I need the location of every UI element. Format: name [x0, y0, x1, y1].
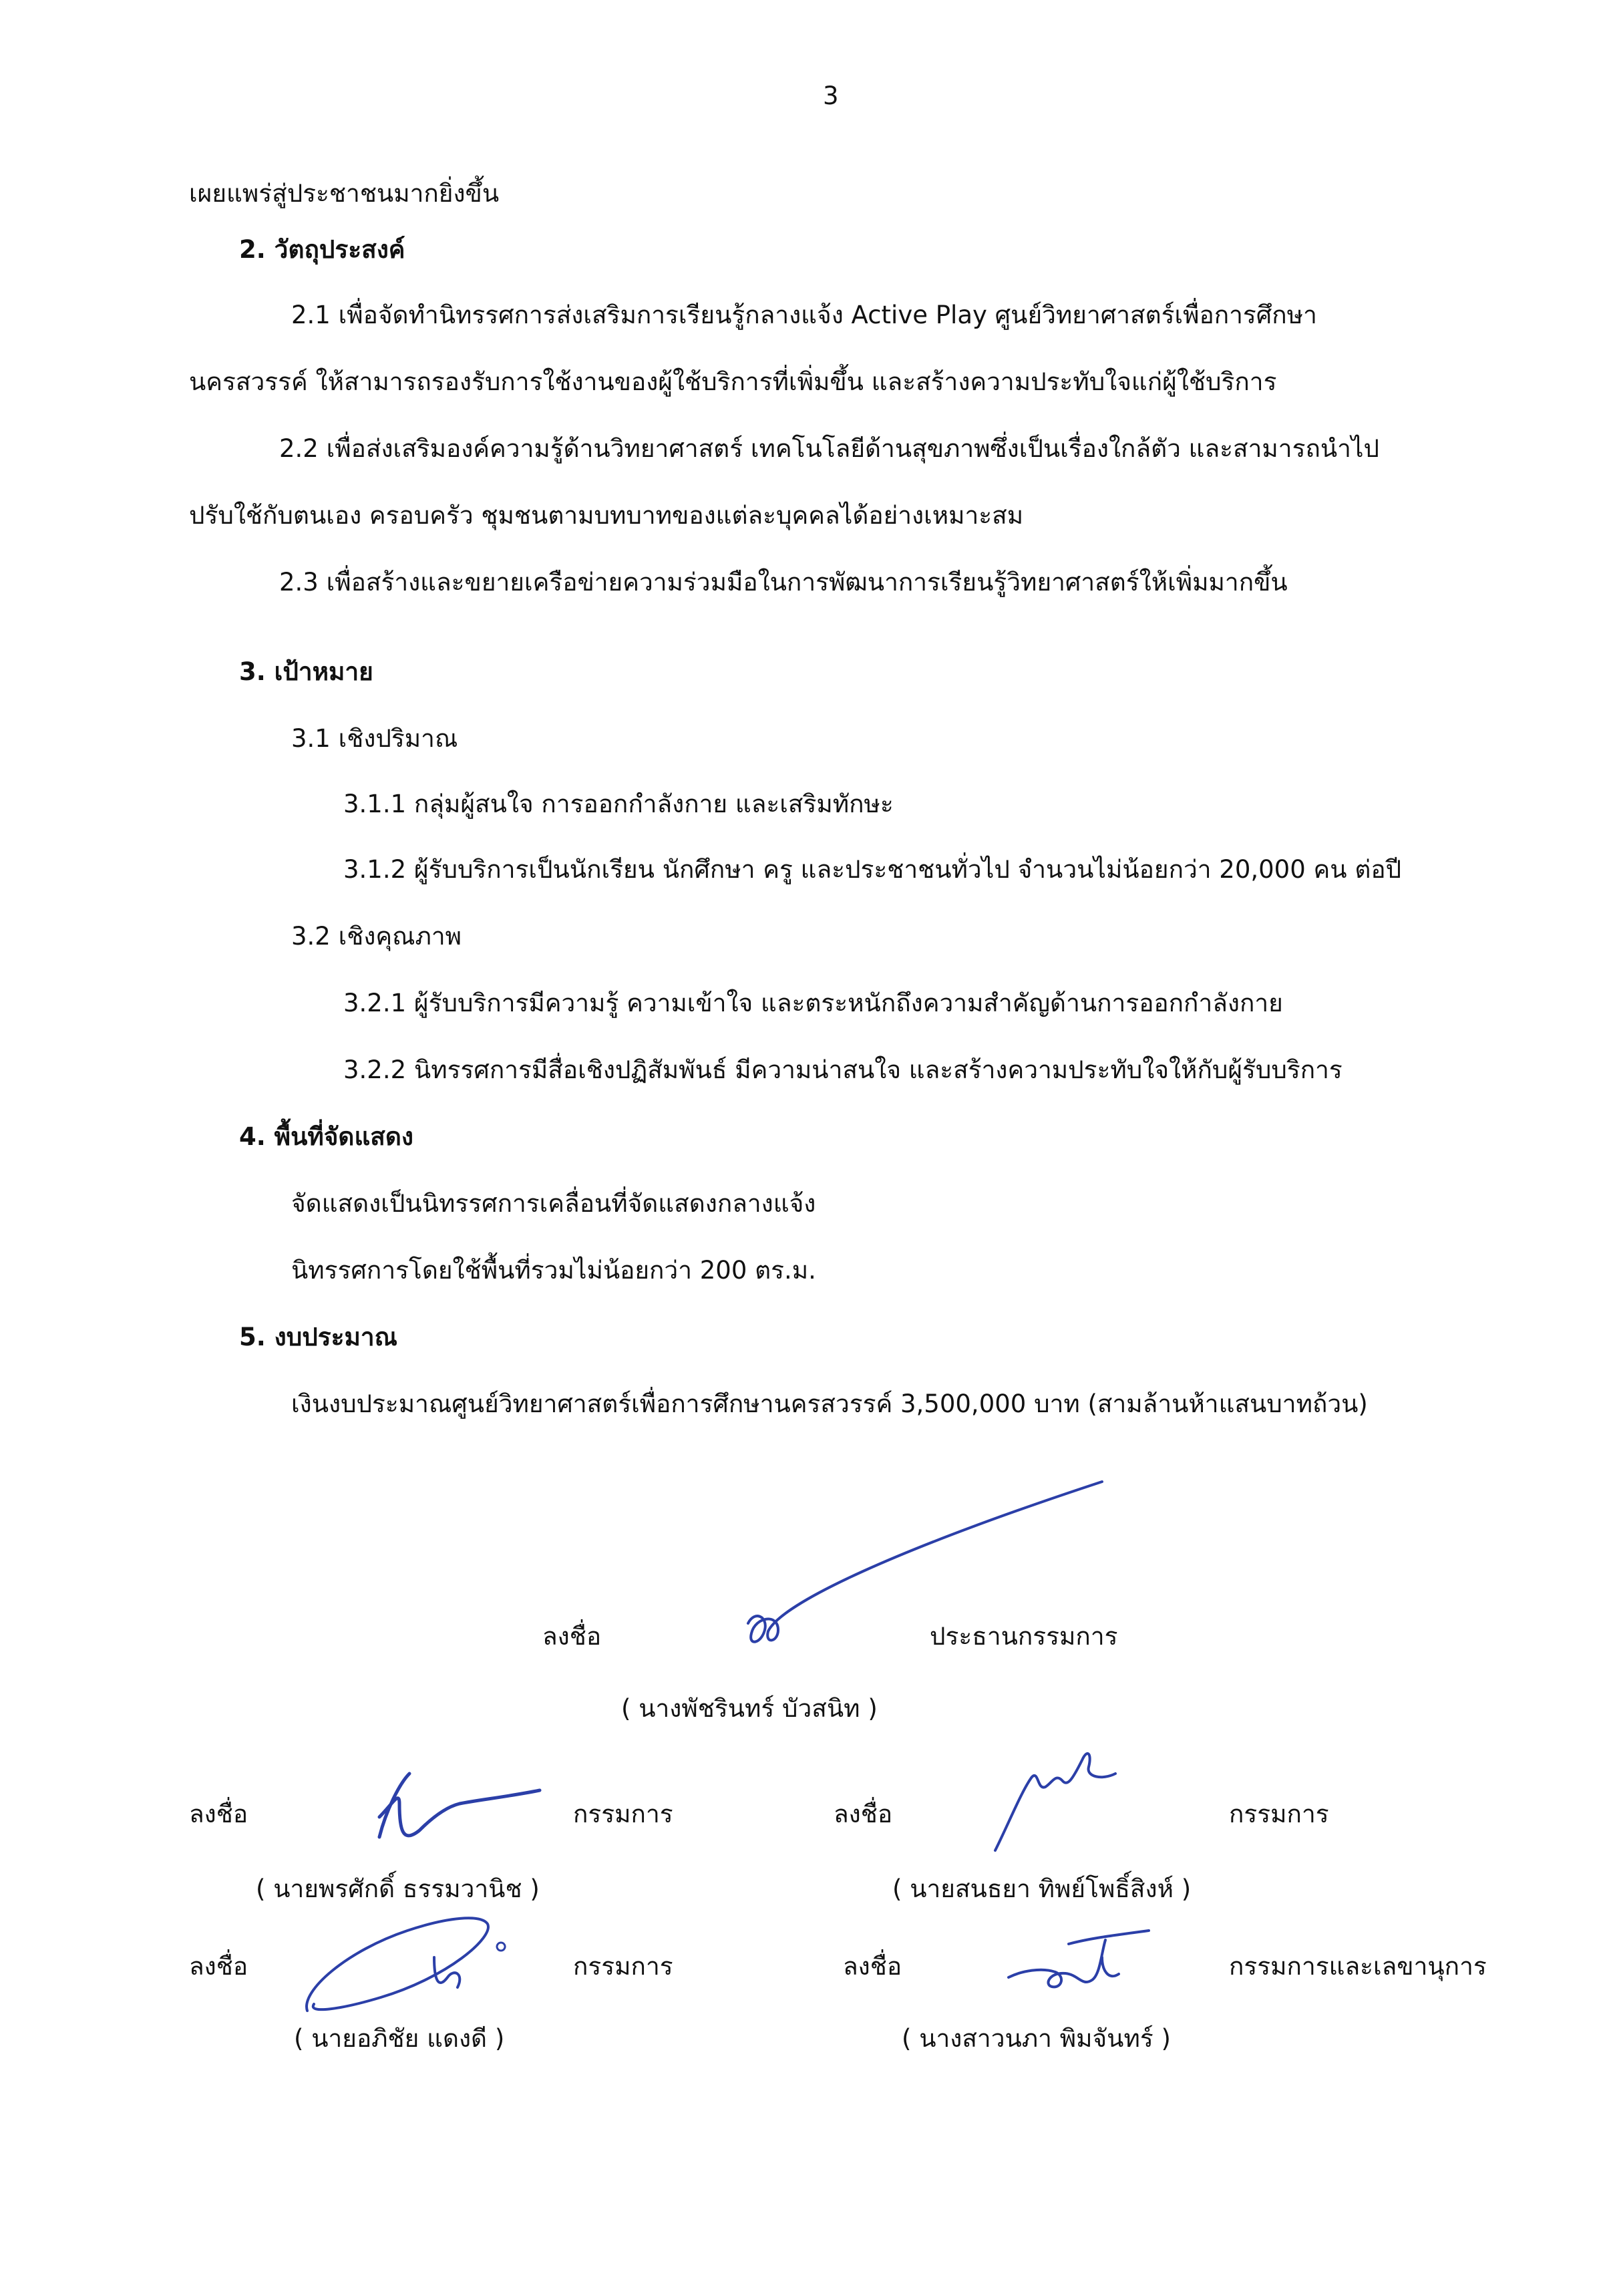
chair-sign-label: ลงชื่อ: [542, 1622, 602, 1651]
objective-2-2-line1: 2.2 เพื่อส่งเสริมองค์ความรู้ด้านวิทยาศาสตร์ เทคโนโลยีด้านสุขภาพซึ่งเป็นเรื่องใกล้ตัว และสามารถนำไป: [279, 434, 1380, 463]
member1-sign-label: ลงชื่อ: [189, 1800, 248, 1828]
member3-name: ( นายอภิชัย แดงดี ): [294, 2024, 505, 2053]
member3-role: กรรมการ: [573, 1952, 673, 1981]
member2-signature: [989, 1744, 1142, 1864]
member2-name: ( นายสนธยา ทิพย์โพธิ์สิงห์ ): [892, 1874, 1192, 1903]
page-number: 3: [823, 81, 839, 110]
budget-line1: เงินงบประมาณศูนย์วิทยาศาสตร์เพื่อการศึกษานครสวรรค์ 3,500,000 บาท (สามล้านห้าแสนบาทถ้วน): [291, 1389, 1368, 1418]
target-3-1-1: 3.1.1 กลุ่มผู้สนใจ การออกกำลังกาย และเสริมทักษะ: [343, 790, 894, 818]
exhibit-area-line1: จัดแสดงเป็นนิทรรศการเคลื่อนที่จัดแสดงกลางแจ้ง: [291, 1189, 816, 1218]
member3-signature: [294, 1911, 514, 2031]
member1-signature: [366, 1764, 540, 1857]
objective-2-1-line2: นครสวรรค์ ให้สามารถรองรับการใช้งานของผู้ใช้บริการที่เพิ่มขึ้น และสร้างความประทับใจแก่ผู้ใช้บริการ: [189, 367, 1277, 396]
secretary-signature: [1002, 1917, 1162, 2004]
exhibit-area-line2: นิทรรศการโดยใช้พื้นที่รวมไม่น้อยกว่า 200 ตร.ม.: [291, 1256, 816, 1285]
exhibit-area-heading: 4. พื้นที่จัดแสดง: [239, 1122, 413, 1151]
secretary-sign-label: ลงชื่อ: [843, 1952, 902, 1981]
objective-2-2-line2: ปรับใช้กับตนเอง ครอบครัว ชุมชนตามบทบาทของแต่ละบุคคลได้อย่างเหมาะสม: [189, 501, 1024, 530]
member1-name: ( นายพรศักดิ์ ธรรมวานิช ): [256, 1874, 540, 1903]
target-3-2-2: 3.2.2 นิทรรศการมีสื่อเชิงปฏิสัมพันธ์ มีความน่าสนใจ และสร้างความประทับใจให้กับผู้รับบริการ: [343, 1055, 1343, 1084]
member2-sign-label: ลงชื่อ: [834, 1800, 893, 1828]
targets-quality-heading: 3.2 เชิงคุณภาพ: [291, 922, 462, 951]
chair-name: ( นางพัชรินทร์ บัวสนิท ): [621, 1694, 878, 1723]
target-3-1-2: 3.1.2 ผู้รับบริการเป็นนักเรียน นักศึกษา ครู และประชาชนทั่วไป จำนวนไม่น้อยกว่า 20,000 คน ต่อปี: [343, 855, 1402, 884]
secretary-name: ( นางสาวนภา พิมจันทร์ ): [902, 2024, 1171, 2053]
member3-sign-label: ลงชื่อ: [189, 1952, 248, 1981]
targets-heading: 3. เป้าหมาย: [239, 657, 373, 686]
objective-2-3: 2.3 เพื่อสร้างและขยายเครือข่ายความร่วมมือในการพัฒนาการเรียนรู้วิทยาศาสตร์ให้เพิ่มมากขึ้น: [279, 568, 1288, 597]
targets-quantity-heading: 3.1 เชิงปริมาณ: [291, 724, 458, 753]
intro-continuation: เผยแพร่สู่ประชาชนมากยิ่งขึ้น: [189, 179, 500, 208]
member2-role: กรรมการ: [1229, 1800, 1329, 1828]
target-3-2-1: 3.2.1 ผู้รับบริการมีความรู้ ความเข้าใจ และตระหนักถึงความสำคัญด้านการออกกำลังกาย: [343, 989, 1283, 1017]
member1-role: กรรมการ: [573, 1800, 673, 1828]
budget-heading: 5. งบประมาณ: [239, 1323, 397, 1351]
chair-role: ประธานกรรมการ: [930, 1622, 1118, 1651]
secretary-role: กรรมการและเลขานุการ: [1229, 1952, 1487, 1981]
objectives-heading: 2. วัตถุประสงค์: [239, 235, 405, 264]
objective-2-1-line1: 2.1 เพื่อจัดทำนิทรรศการส่งเสริมการเรียนรู้กลางแจ้ง Active Play ศูนย์วิทยาศาสตร์เพื่อการศึกษา: [291, 301, 1317, 329]
